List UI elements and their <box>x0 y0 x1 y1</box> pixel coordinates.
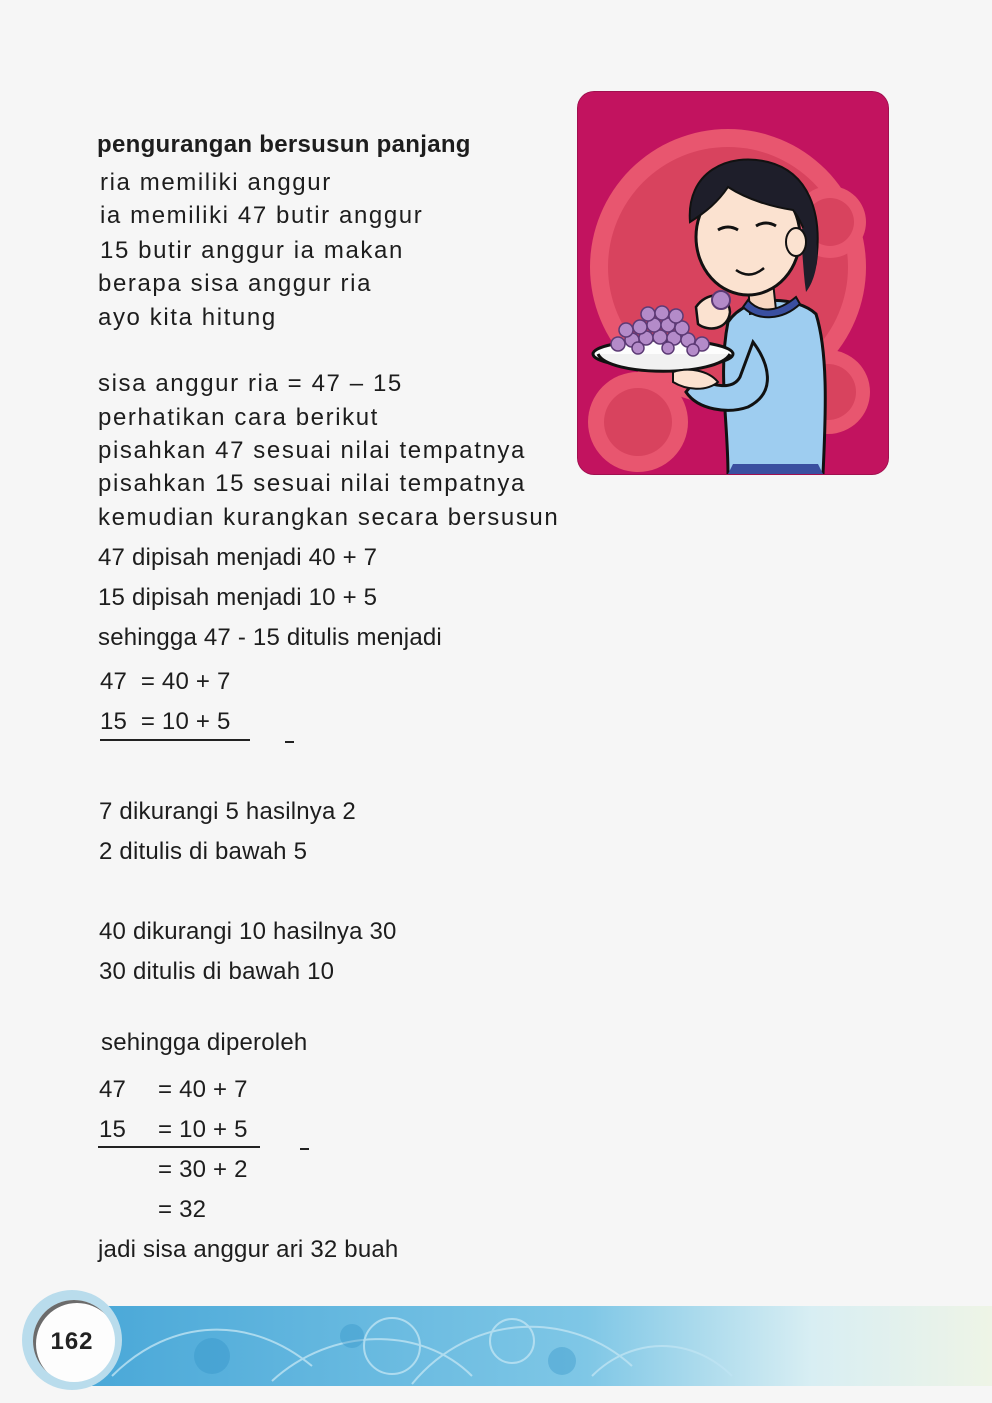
result-expression: = 10 + 5 <box>158 1116 248 1143</box>
split-line: sehingga 47 - 15 ditulis menjadi <box>98 624 442 651</box>
method-line: sisa anggur ria = 47 – 15 <box>98 370 403 397</box>
step-tens-line: 40 dikurangi 10 hasilnya 30 <box>99 918 397 945</box>
result-number: 47 <box>99 1076 127 1103</box>
intro-line: ia memiliki 47 butir anggur <box>100 202 424 229</box>
setup-minus-sign <box>285 741 294 743</box>
setup-underline <box>100 739 250 741</box>
setup-row: 15 = 10 + 5 <box>100 708 231 735</box>
step-ones-line: 7 dikurangi 5 hasilnya 2 <box>99 798 356 825</box>
footer-decorative-band <box>92 1306 992 1386</box>
result-expression: = 30 + 2 <box>158 1156 248 1183</box>
result-number: 15 <box>99 1116 127 1143</box>
method-line: perhatikan cara berikut <box>98 404 379 431</box>
step-ones-line: 2 ditulis di bawah 5 <box>99 838 308 865</box>
method-line: pisahkan 47 sesuai nilai tempatnya <box>98 437 526 464</box>
split-line: 15 dipisah menjadi 10 + 5 <box>98 584 378 611</box>
illustration-svg <box>578 92 888 474</box>
result-expression: = 32 <box>158 1196 207 1223</box>
intro-line: berapa sisa anggur ria <box>98 270 373 297</box>
page-number: 162 <box>50 1328 94 1355</box>
step-tens-line: 30 ditulis di bawah 10 <box>99 958 335 985</box>
split-line: 47 dipisah menjadi 40 + 7 <box>98 544 378 571</box>
result-underline <box>98 1146 260 1148</box>
intro-line: ria memiliki anggur <box>100 169 332 196</box>
girl-eating-grapes-illustration <box>578 92 888 474</box>
conclusion-line: jadi sisa anggur ari 32 buah <box>98 1236 399 1263</box>
result-heading: sehingga diperoleh <box>101 1029 308 1056</box>
result-expression: = 40 + 7 <box>158 1076 248 1103</box>
page-title: pengurangan bersusun panjang <box>97 131 471 158</box>
result-minus-sign <box>300 1148 309 1150</box>
method-line: pisahkan 15 sesuai nilai tempatnya <box>98 470 526 497</box>
setup-row: 47 = 40 + 7 <box>100 668 231 695</box>
intro-line: ayo kita hitung <box>98 304 277 331</box>
intro-line: 15 butir anggur ia makan <box>100 237 404 264</box>
method-line: kemudian kurangkan secara bersusun <box>98 504 560 531</box>
